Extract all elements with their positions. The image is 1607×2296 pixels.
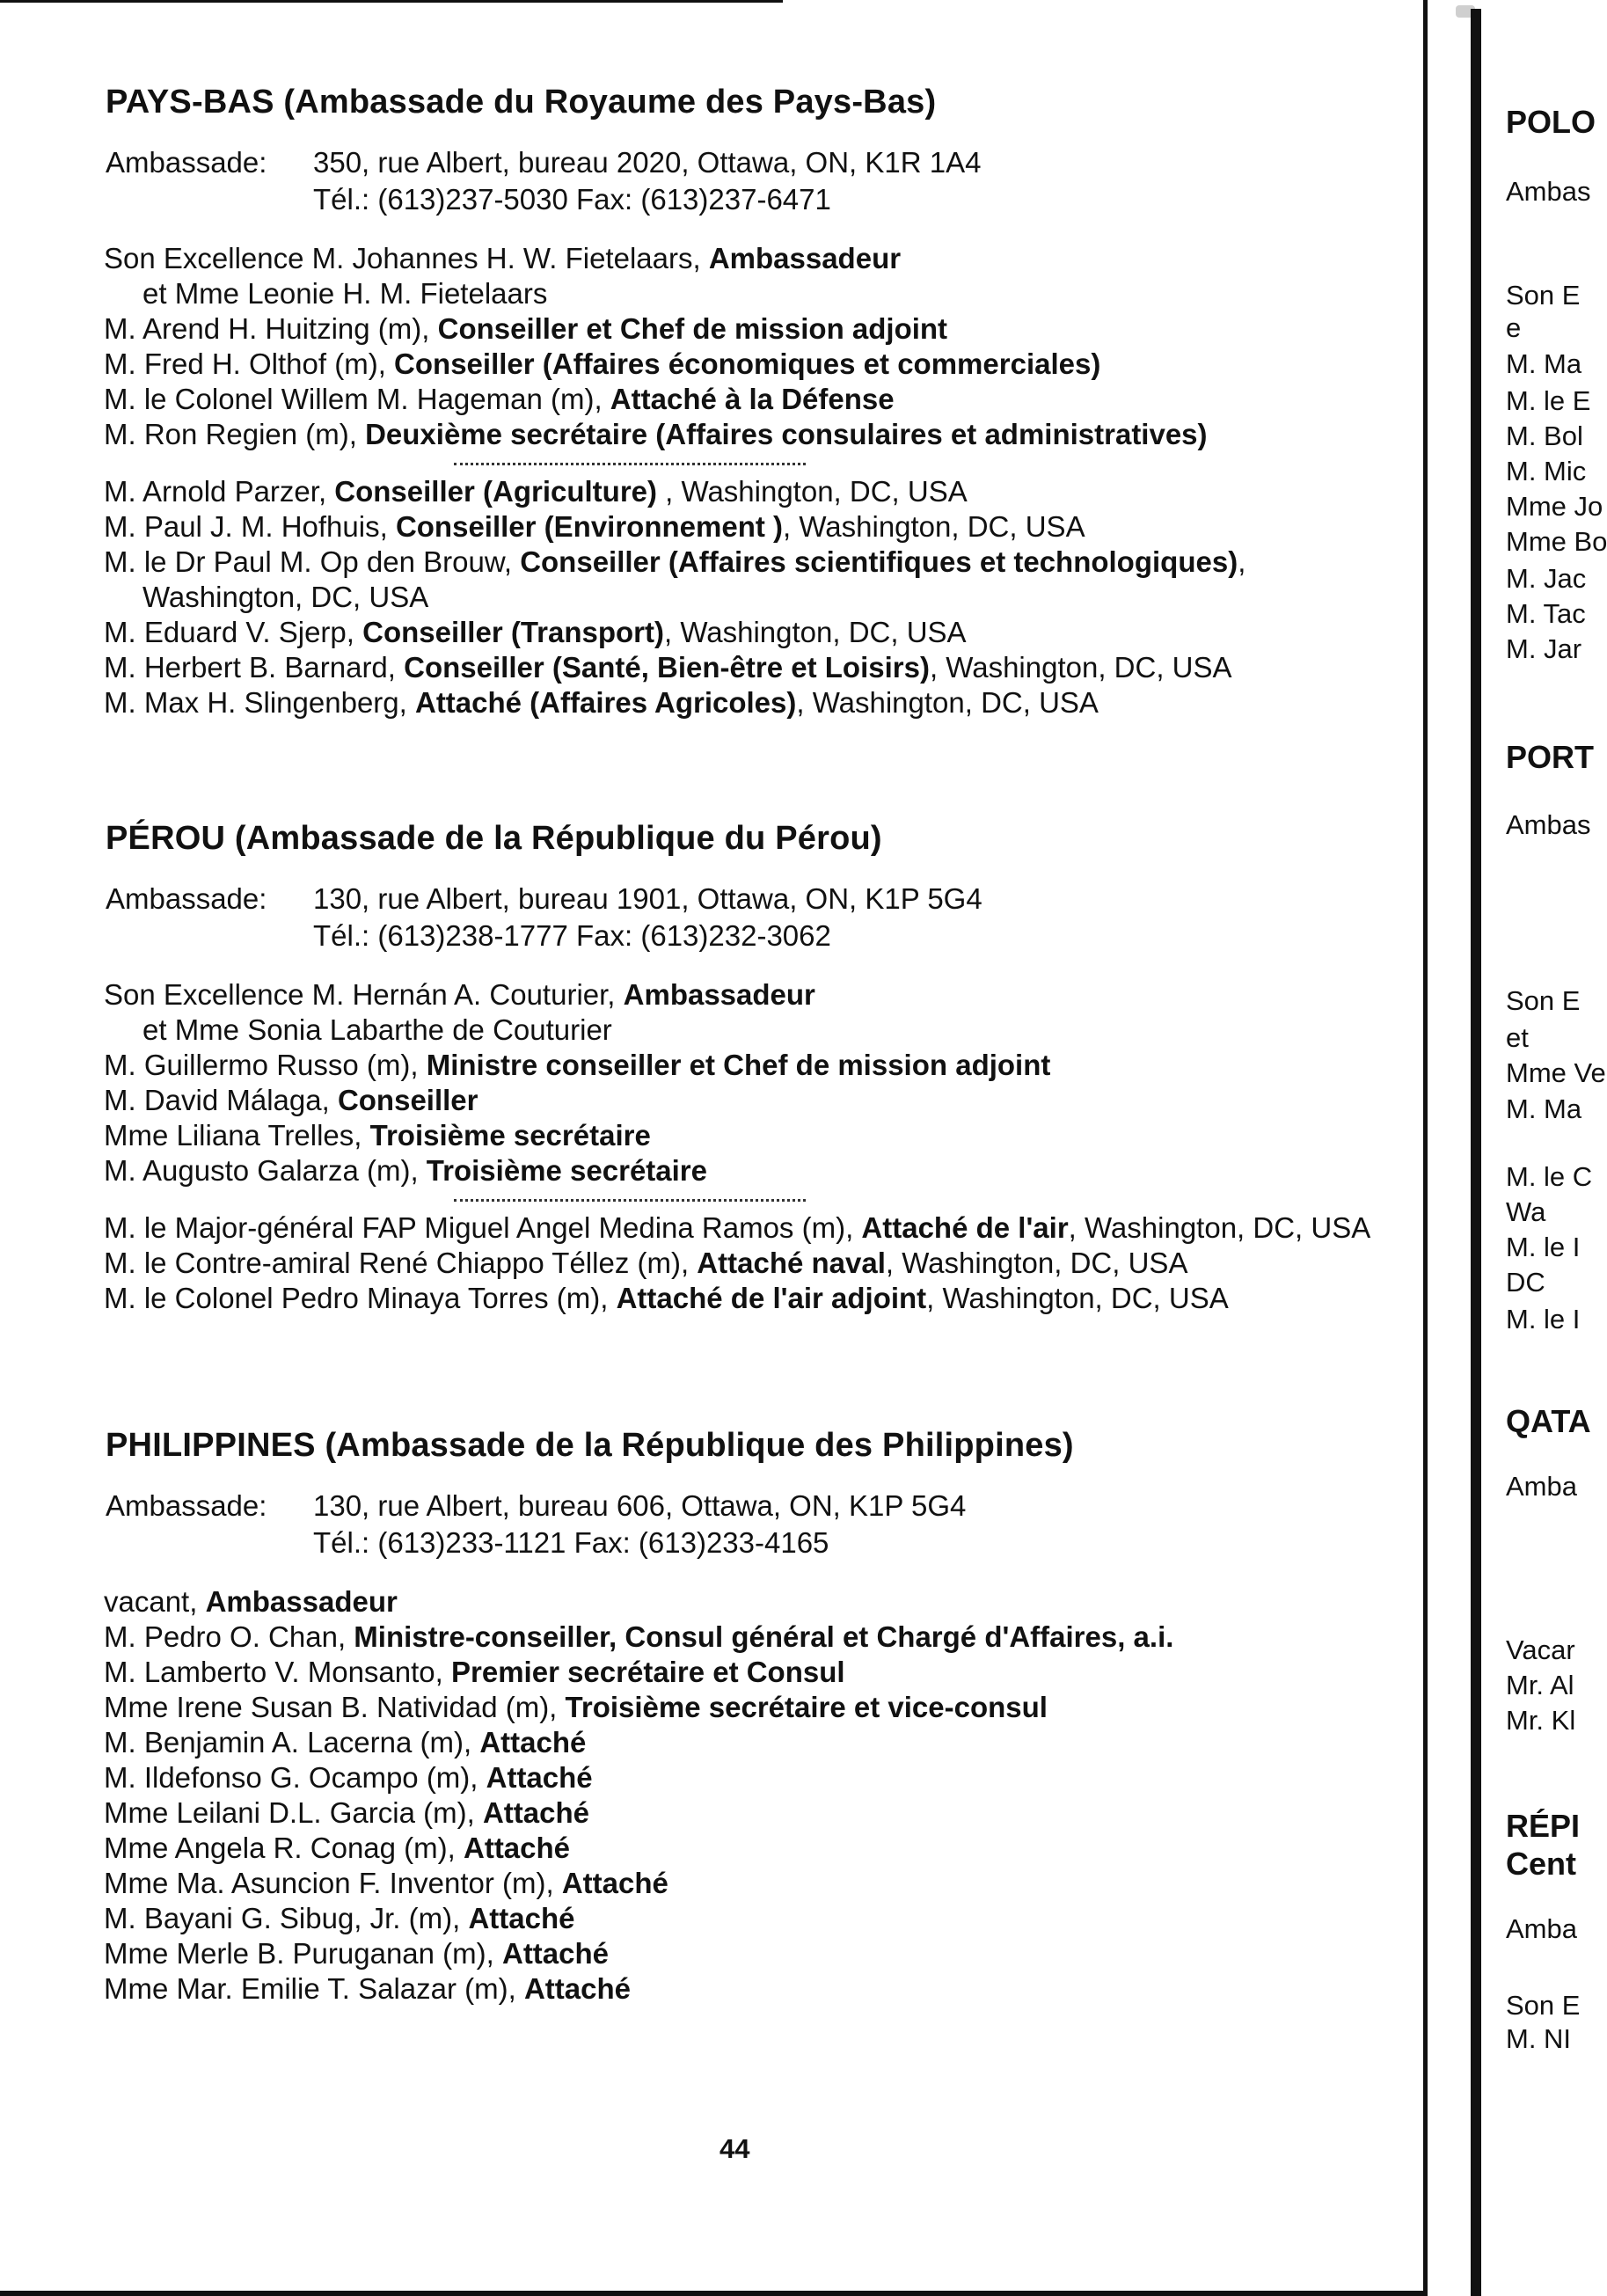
staff-name: M. Lamberto V. Monsanto, — [104, 1656, 451, 1688]
staff-name: Mme Angela R. Conag (m), — [104, 1832, 464, 1864]
staff-location: , Washington, DC, USA — [796, 686, 1099, 719]
facing-page-text-fragment: Son E — [1506, 1990, 1581, 2021]
staff-name: M. le Colonel Willem M. Hageman (m), — [104, 383, 610, 415]
facing-page-text-fragment: M. Jac — [1506, 563, 1587, 594]
facing-page-text-fragment: Ambas — [1506, 176, 1591, 207]
embassy-label: Ambassade: — [106, 1489, 267, 1522]
staff-entry — [104, 474, 1425, 509]
facing-page-text-fragment: Mme Bo — [1506, 526, 1607, 557]
staff-title: Conseiller (Environnement ) — [395, 510, 784, 543]
staff-name: M. Herbert B. Barnard, — [104, 651, 405, 684]
staff-name: Mme Liliana Trelles, — [104, 1119, 370, 1152]
staff-name: M. Pedro O. Chan, — [104, 1620, 354, 1653]
staff-title: Conseiller (Affaires économiques et commerciales) — [394, 347, 1101, 380]
section-perou — [88, 820, 1425, 1316]
staff-entry — [104, 1118, 1425, 1153]
staff-title: Deuxième secrétaire (Affaires consulaires et administratives) — [365, 418, 1208, 450]
staff-name: Washington, DC, USA — [142, 581, 429, 613]
facing-page-text-fragment: M. Bol — [1506, 420, 1583, 451]
staff-title: Ministre conseiller et Chef de mission adjoint — [426, 1049, 1051, 1081]
facing-page-text-fragment: M. Jar — [1506, 633, 1582, 664]
staff-name: M. le Colonel Pedro Minaya Torres (m), — [104, 1282, 617, 1314]
staff-name: Mme Irene Susan B. Natividad (m), — [104, 1691, 566, 1723]
staff-title: Troisième secrétaire — [426, 1154, 708, 1187]
facing-page-text-fragment: M. Tac — [1506, 598, 1586, 629]
staff-name: Son Excellence M. Johannes H. W. Fietelaars, — [104, 242, 709, 274]
staff-entry — [104, 1760, 1425, 1795]
facing-page-heading-fragment: QATA — [1506, 1403, 1591, 1439]
staff-name: M. Ron Regien (m), — [104, 418, 366, 450]
staff-entry — [104, 311, 1425, 347]
staff-title: Attaché — [486, 1761, 593, 1794]
staff-name: Mme Leilani D.L. Garcia (m), — [104, 1796, 483, 1829]
embassy-phone-fax: Tél.: (613)233-1121 Fax: (613)233-4165 — [313, 1526, 829, 1559]
staff-title: Attaché — [464, 1832, 571, 1864]
staff-entry — [104, 1620, 1425, 1655]
staff-title: Conseiller (Agriculture) — [334, 475, 658, 508]
staff-title: Conseiller (Affaires scientifiques et technologiques) — [520, 545, 1238, 578]
staff-entry — [104, 580, 1425, 615]
staff-entry — [104, 509, 1425, 545]
facing-page-text-fragment: M. Ma — [1506, 348, 1582, 379]
staff-name: vacant, — [104, 1585, 206, 1618]
staff-list — [104, 1584, 1425, 2007]
facing-page-text-fragment: M. le I — [1506, 1232, 1581, 1262]
facing-page-heading-fragment: POLO — [1506, 104, 1596, 140]
staff-location: , — [1238, 545, 1246, 578]
staff-location: , Washington, DC, USA — [657, 475, 968, 508]
section-pays-bas — [88, 84, 1425, 720]
embassy-phone-fax: Tél.: (613)238-1777 Fax: (613)232-3062 — [313, 919, 831, 952]
facing-page-text-fragment: Wa — [1506, 1196, 1546, 1227]
staff-title: Attaché — [523, 1972, 631, 2005]
staff-title: Ministre-conseiller, Consul général et Chargé d'Affaires, a.i. — [354, 1620, 1174, 1653]
staff-entry — [104, 1013, 1425, 1048]
country-heading: PAYS-BAS (Ambassade du Royaume des Pays-Bas) — [106, 84, 937, 121]
facing-page-heading-fragment: Cent — [1506, 1846, 1576, 1882]
staff-name: Mme Mar. Emilie T. Salazar (m), — [104, 1972, 524, 2005]
facing-page-text-fragment: Son E — [1506, 985, 1581, 1016]
staff-name: M. Augusto Galarza (m), — [104, 1154, 427, 1187]
staff-entry — [104, 1901, 1425, 1936]
staff-location: , Washington, DC, USA — [926, 1282, 1229, 1314]
staff-name: M. Eduard V. Sjerp, — [104, 616, 363, 648]
facing-page-text-fragment: M. le E — [1506, 385, 1591, 416]
staff-name: M. Bayani G. Sibug, Jr. (m), — [104, 1902, 469, 1934]
staff-title: Ambassadeur — [205, 1585, 398, 1618]
facing-page-text-fragment: M. Mic — [1506, 456, 1587, 486]
staff-entry — [104, 1971, 1425, 2007]
staff-entry — [104, 685, 1425, 720]
staff-title: Attaché — [479, 1726, 587, 1759]
staff-title: Attaché à la Défense — [610, 383, 895, 415]
facing-page-text-fragment: Vacar — [1506, 1634, 1575, 1665]
staff-entry — [104, 545, 1425, 580]
staff-name: M. Ildefonso G. Ocampo (m), — [104, 1761, 486, 1794]
staff-title: Attaché de l'air — [861, 1211, 1069, 1244]
facing-page-text-fragment: Son E — [1506, 280, 1581, 311]
embassy-label: Ambassade: — [106, 882, 267, 915]
staff-location: , Washington, DC, USA — [929, 651, 1232, 684]
staff-list — [104, 977, 1425, 1316]
staff-entry — [104, 1690, 1425, 1725]
staff-entry — [104, 347, 1425, 382]
staff-title: Ambassadeur — [708, 242, 902, 274]
staff-name: et Mme Sonia Labarthe de Couturier — [142, 1013, 612, 1046]
facing-page-text-fragment: Amba — [1506, 1471, 1577, 1502]
facing-page-text-fragment: M. le C — [1506, 1161, 1593, 1192]
staff-name: et Mme Leonie H. M. Fietelaars — [142, 277, 548, 310]
embassy-address: 350, rue Albert, bureau 2020, Ottawa, ON, K1R 1A4 — [313, 146, 982, 179]
staff-title: Troisième secrétaire — [369, 1119, 651, 1152]
facing-page-text-fragment: DC — [1506, 1267, 1545, 1298]
staff-name: Mme Merle B. Puruganan (m), — [104, 1937, 502, 1970]
section-philippines — [88, 1427, 1425, 2007]
staff-entry — [104, 977, 1425, 1013]
staff-location: , Washington, DC, USA — [885, 1247, 1188, 1279]
staff-name: Mme Ma. Asuncion F. Inventor (m), — [104, 1867, 562, 1899]
staff-name: Son Excellence M. Hernán A. Couturier, — [104, 978, 624, 1011]
staff-name: M. Arnold Parzer, — [104, 475, 335, 508]
page-gutter — [1423, 0, 1428, 2296]
facing-page-text-fragment: Mr. Kl — [1506, 1705, 1576, 1736]
staff-entry — [104, 241, 1425, 276]
staff-entry — [104, 1153, 1425, 1188]
staff-title: Conseiller (Santé, Bien-être et Loisirs) — [404, 651, 930, 684]
staff-entry — [104, 276, 1425, 311]
embassy-label: Ambassade: — [106, 146, 267, 179]
staff-name: M. David Málaga, — [104, 1084, 338, 1116]
staff-name: M. Fred H. Olthof (m), — [104, 347, 395, 380]
embassy-address: 130, rue Albert, bureau 1901, Ottawa, ON, K1P 5G4 — [313, 882, 982, 915]
bottom-rule — [0, 2291, 1423, 2296]
staff-title: Attaché — [468, 1902, 575, 1934]
staff-entry — [104, 1048, 1425, 1083]
staff-entry — [104, 1795, 1425, 1831]
staff-title: Attaché — [482, 1796, 589, 1829]
staff-title: Attaché de l'air adjoint — [616, 1282, 927, 1314]
facing-page-text-fragment: Mr. Al — [1506, 1670, 1574, 1700]
facing-page-text-fragment: e — [1506, 312, 1522, 343]
binding-edge — [1471, 9, 1481, 2296]
staff-entry — [104, 1936, 1425, 1971]
staff-name: M. Guillermo Russo (m), — [104, 1049, 427, 1081]
facing-page-text-fragment: M. le I — [1506, 1304, 1581, 1334]
staff-entry — [104, 1866, 1425, 1901]
staff-entry — [104, 650, 1425, 685]
facing-page-text-fragment: Mme Ve — [1506, 1057, 1606, 1088]
country-heading: PHILIPPINES (Ambassade de la République des Philippines) — [106, 1427, 1074, 1464]
staff-location: , Washington, DC, USA — [1068, 1211, 1371, 1244]
facing-page-text-fragment: et — [1506, 1022, 1529, 1053]
staff-title: Attaché — [561, 1867, 668, 1899]
embassy-address-block — [106, 881, 1425, 954]
staff-title: Attaché naval — [697, 1247, 886, 1279]
embassy-address: 130, rue Albert, bureau 606, Ottawa, ON, K1P 5G4 — [313, 1489, 967, 1522]
staff-name: M. le Dr Paul M. Op den Brouw, — [104, 545, 521, 578]
staff-title: Conseiller et Chef de mission adjoint — [437, 312, 948, 345]
staff-list — [104, 241, 1425, 720]
staff-entry — [104, 382, 1425, 417]
facing-page-text-fragment: Amba — [1506, 1913, 1577, 1944]
staff-name: M. le Contre-amiral René Chiappo Téllez (m), — [104, 1247, 698, 1279]
staff-entry — [104, 1246, 1425, 1281]
adjacent-page-fragment — [1506, 0, 1607, 2296]
staff-entry — [104, 1831, 1425, 1866]
staff-entry — [104, 1083, 1425, 1118]
staff-title: Troisième secrétaire et vice-consul — [565, 1691, 1048, 1723]
facing-page-text-fragment: Ambas — [1506, 809, 1591, 840]
facing-page-text-fragment: Mme Jo — [1506, 491, 1603, 522]
staff-title: Conseiller — [337, 1084, 478, 1116]
facing-page-text-fragment: M. Ma — [1506, 1093, 1582, 1124]
staff-entry — [104, 1281, 1425, 1316]
staff-name: M. Max H. Slingenberg, — [104, 686, 415, 719]
staff-location: , Washington, DC, USA — [783, 510, 1085, 543]
staff-title: Conseiller (Transport) — [362, 616, 664, 648]
staff-title: Attaché (Affaires Agricoles) — [414, 686, 797, 719]
staff-name: M. Paul J. M. Hofhuis, — [104, 510, 396, 543]
embassy-phone-fax: Tél.: (613)237-5030 Fax: (613)237-6471 — [313, 183, 831, 216]
staff-entry — [104, 1655, 1425, 1690]
facing-page-heading-fragment: RÉPI — [1506, 1808, 1581, 1844]
staff-entry — [104, 1210, 1425, 1246]
staff-name: M. Benjamin A. Lacerna (m), — [104, 1726, 480, 1759]
staff-name: M. le Major-général FAP Miguel Angel Medina Ramos (m), — [104, 1211, 862, 1244]
staff-title: Ambassadeur — [623, 978, 815, 1011]
staff-name: M. Arend H. Huitzing (m), — [104, 312, 438, 345]
page-number: 44 — [719, 2133, 750, 2164]
facing-page-heading-fragment: PORT — [1506, 739, 1595, 775]
embassy-address-block — [106, 144, 1425, 218]
country-heading: PÉROU (Ambassade de la République du Pérou) — [106, 820, 882, 857]
staff-title: Attaché — [501, 1937, 610, 1970]
staff-entry — [104, 417, 1425, 452]
embassy-address-block — [106, 1488, 1425, 1561]
facing-page-text-fragment: M. NI — [1506, 2023, 1572, 2054]
staff-entry — [104, 1584, 1425, 1620]
staff-entry — [104, 1725, 1425, 1760]
staff-entry — [104, 615, 1425, 650]
staff-title: Premier secrétaire et Consul — [451, 1656, 845, 1688]
staff-location: , Washington, DC, USA — [664, 616, 967, 648]
